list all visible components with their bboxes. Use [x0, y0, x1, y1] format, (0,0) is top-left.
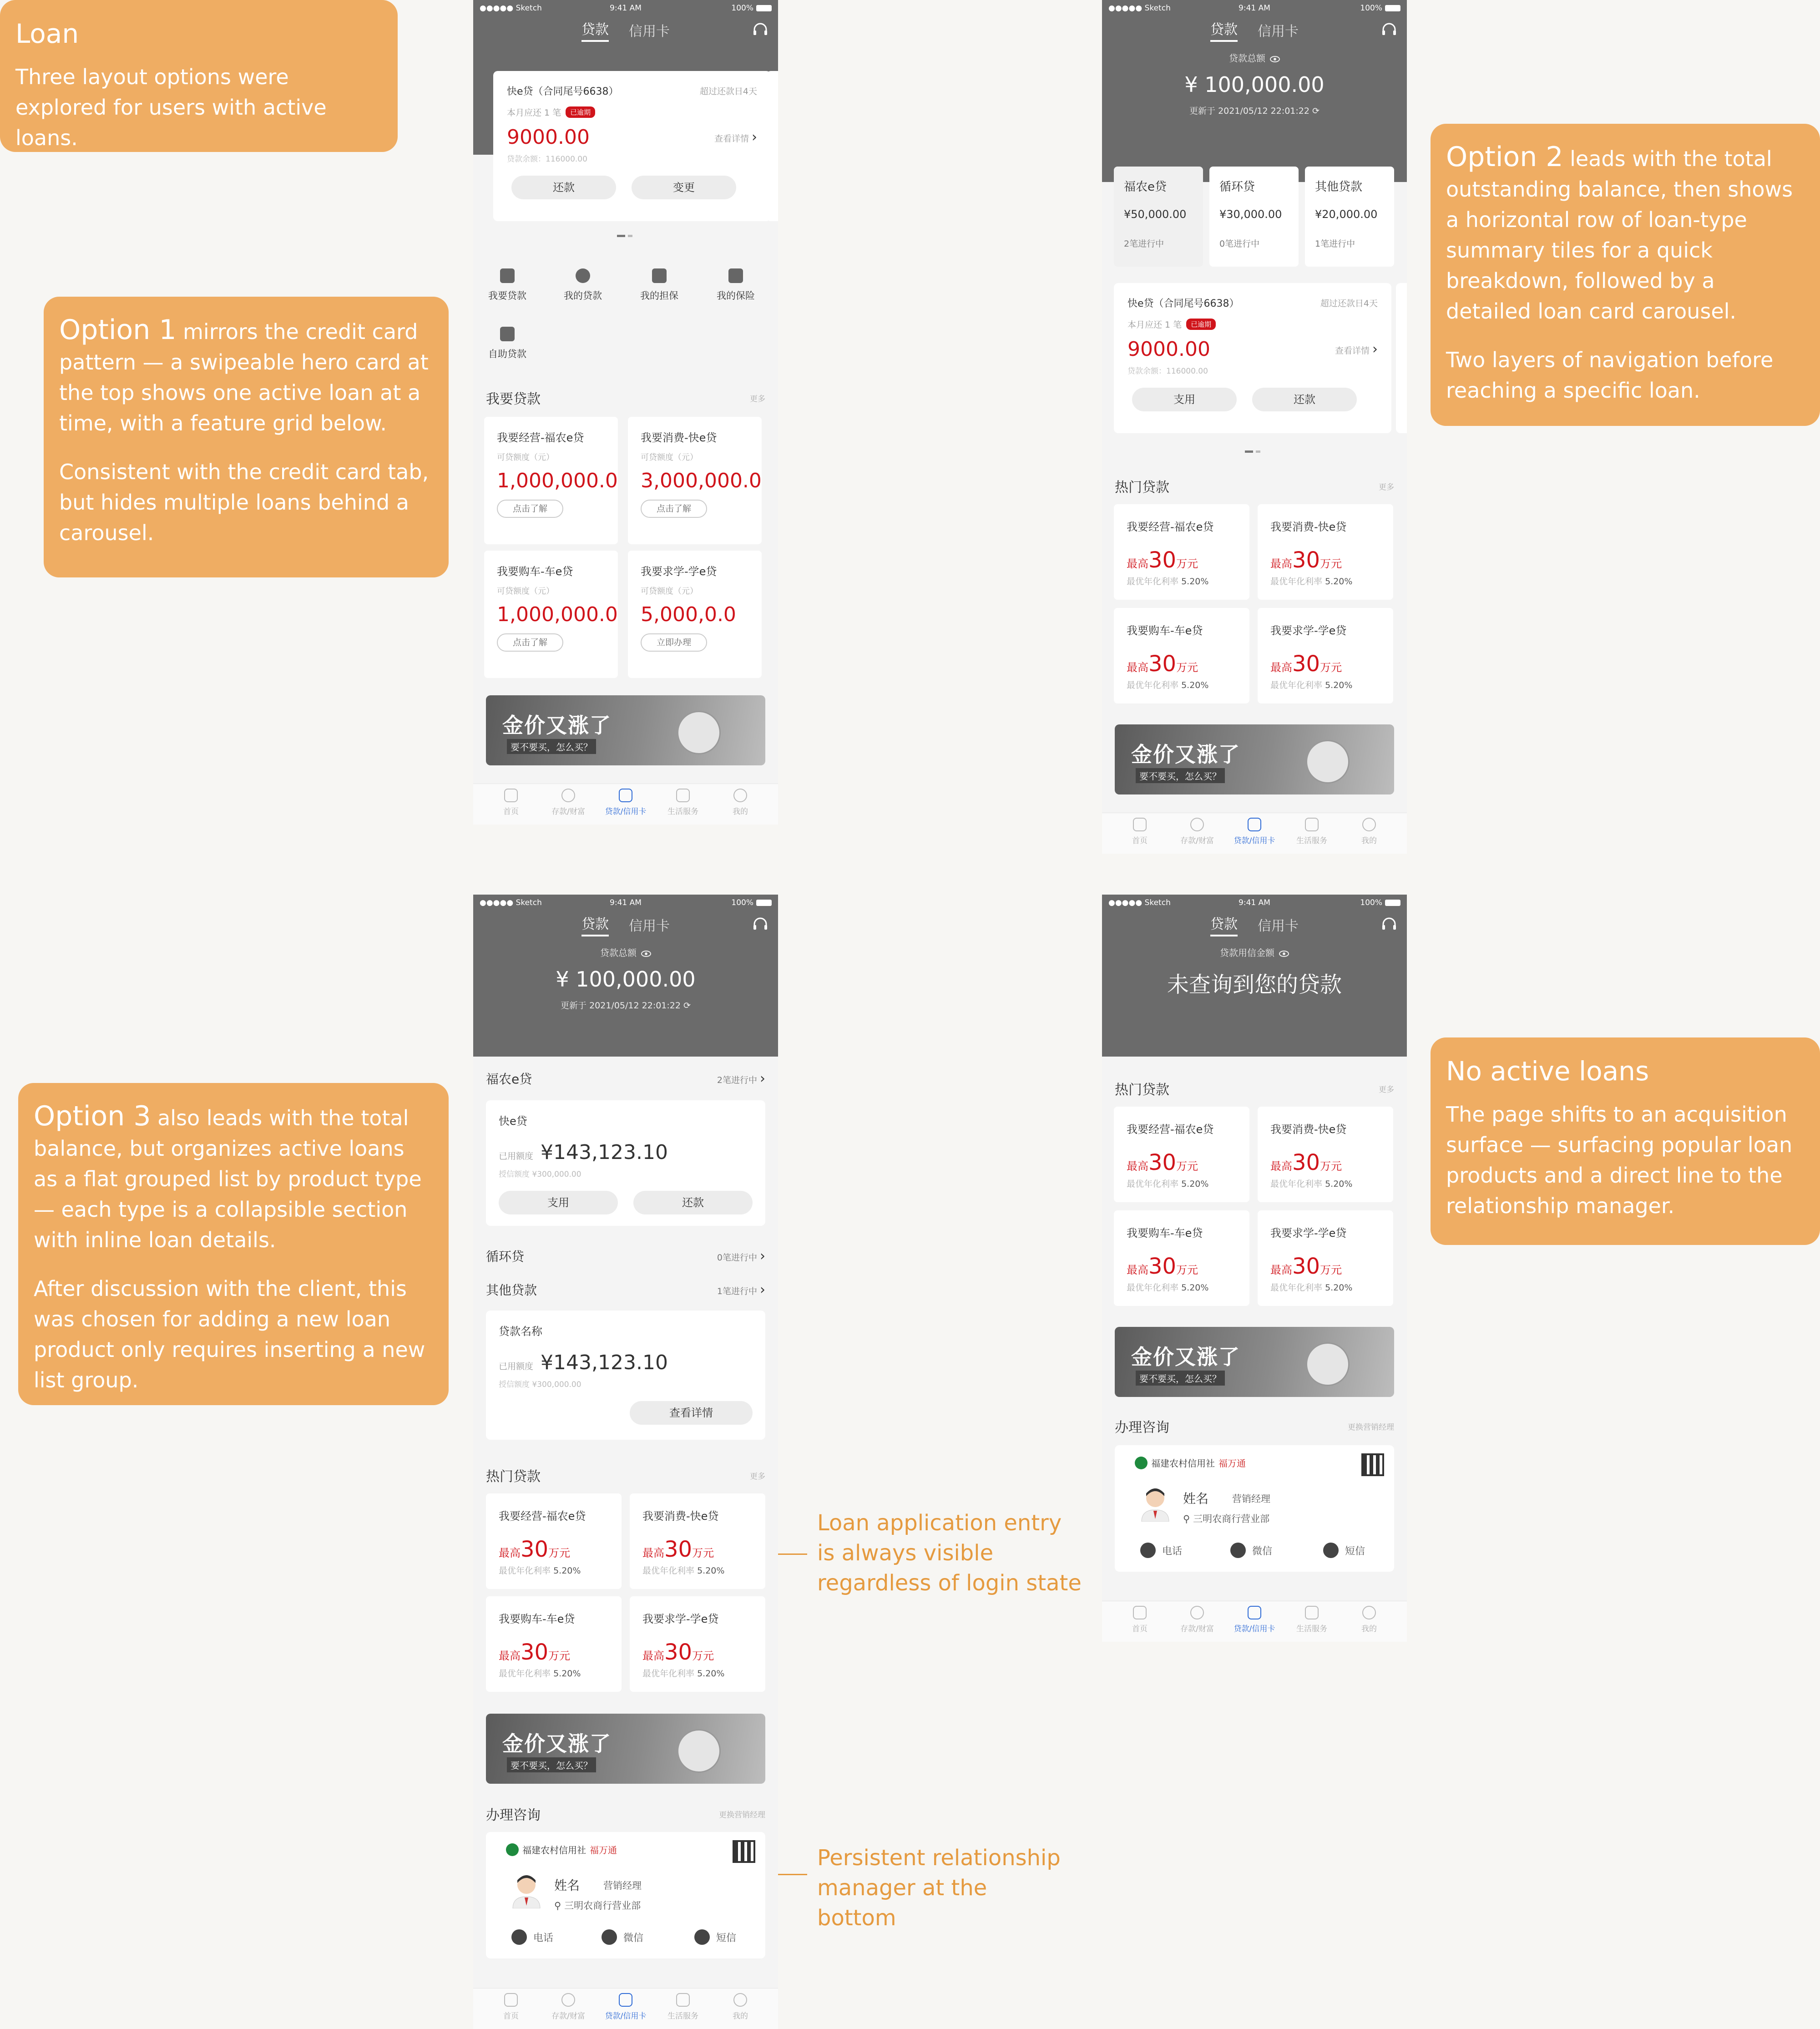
- feature-apply-loan[interactable]: 我要贷款: [478, 268, 537, 302]
- next-card-peek[interactable]: [1396, 283, 1407, 433]
- qr-code-icon[interactable]: [733, 1840, 755, 1863]
- hot-product-card[interactable]: 我要购车-车e贷 最高30万元 最优年化利率 5.20%: [1114, 1210, 1249, 1306]
- top-tabs: [1102, 911, 1407, 938]
- manager-branch: ⚲ 三明农商行营业部: [554, 1900, 641, 1911]
- note-loan: [0, 0, 398, 152]
- hot-product-card[interactable]: 我要购车-车e贷 最高30万元 最优年化利率 5.20%: [1114, 608, 1249, 703]
- hot-product-card[interactable]: 我要经营-福农e贷 最高30万元 最优年化利率 5.20%: [1114, 504, 1249, 600]
- coin-stack-icon: [677, 1729, 721, 1773]
- headset-icon[interactable]: [753, 23, 768, 37]
- chevron-right-icon: ›: [760, 1281, 765, 1298]
- my-insurance-icon: [728, 268, 743, 283]
- empty-state: [1102, 938, 1407, 1012]
- tabbar-life[interactable]: 生活服务: [1287, 813, 1337, 854]
- battery-text: 100%: [1360, 4, 1382, 13]
- note-option3-body2: After discussion with the client, this was chosen for adding a new loan product only requires inserting a new list group.: [34, 1276, 425, 1392]
- wechat-icon: [1230, 1543, 1246, 1558]
- overdue-days: 超过还款日4天: [1320, 299, 1378, 309]
- hot-product-card[interactable]: 我要求学-学e贷 最高30万元 最优年化利率 5.20%: [630, 1596, 765, 1692]
- phone-option3: [473, 895, 778, 2029]
- status-time: 9:41 AM: [610, 4, 642, 13]
- avatar: [1140, 1485, 1170, 1522]
- status-time: 9:41 AM: [1239, 898, 1270, 907]
- phone-icon: [511, 1929, 527, 1945]
- status-bar: [473, 0, 778, 16]
- top-tabs: [473, 16, 778, 44]
- battery-text: 100%: [731, 898, 753, 907]
- feature-self-service-loan[interactable]: 自助贷款: [478, 327, 537, 360]
- status-time: 9:41 AM: [610, 898, 642, 907]
- use-button[interactable]: 支用: [499, 1191, 618, 1214]
- note-loan-body: Three layout options were explored for users with active loans.: [15, 64, 327, 150]
- my-guarantee-icon: [652, 268, 667, 283]
- user-icon: [733, 1993, 747, 2007]
- section-hot-loans: 热门贷款 更多: [486, 1469, 765, 1485]
- bottom-tabbar: [473, 784, 778, 825]
- phone-no-loans: [1102, 895, 1407, 1642]
- note-option3-lead: Option 3: [34, 1100, 151, 1132]
- location-icon: ⚲: [554, 1900, 561, 1911]
- promo-banner[interactable]: [1115, 724, 1394, 794]
- updated-time: 更新于 2021/05/12 22:01:22: [561, 1001, 681, 1011]
- eye-icon[interactable]: [1270, 56, 1280, 62]
- product-card[interactable]: 我要经营-福农e贷 可贷额度（元） 1,000,000.0 点击了解: [484, 417, 618, 544]
- wealth-icon: [1190, 1606, 1204, 1619]
- hot-product-card[interactable]: 我要求学-学e贷 最高30万元 最优年化利率 5.20%: [1258, 1210, 1393, 1306]
- hot-product-card[interactable]: 我要经营-福农e贷 最高30万元 最优年化利率 5.20%: [1114, 1107, 1249, 1202]
- credit-limit: 授信额度 ¥300,000.00: [499, 1170, 581, 1179]
- product-card[interactable]: 我要购车-车e贷 可贷额度（元） 1,000,000.0 点击了解: [484, 551, 618, 678]
- card-icon: [619, 1993, 632, 2007]
- change-manager-link[interactable]: 更换营销经理: [719, 1810, 765, 1820]
- note-noloans: [1431, 1037, 1820, 1245]
- used-amount-label: 贷款用信金额: [1220, 947, 1274, 958]
- loan-name: 快e贷: [499, 1115, 527, 1128]
- feature-my-insurance[interactable]: 我的保险: [706, 268, 765, 302]
- product-card[interactable]: 我要求学-学e贷 可贷额度（元） 5,000,0.0 立即办理: [628, 551, 762, 678]
- my-loans-icon: [576, 268, 590, 283]
- cup-icon: [1305, 818, 1319, 831]
- feature-my-guarantee[interactable]: 我的担保: [630, 268, 689, 302]
- callout-manager: Persistent relationship manager at the bottom: [817, 1845, 1061, 1931]
- used-label: 已用额度: [499, 1361, 534, 1371]
- note-option3-body1: also leads with the total balance, but organizes active loans as a flat grouped list by product type — each type is a collapsible section with inline loan details.: [34, 1106, 422, 1252]
- next-card-peek[interactable]: [766, 71, 778, 221]
- manager-name: 姓名: [1183, 1491, 1209, 1506]
- sms-button[interactable]: 短信: [1323, 1543, 1365, 1558]
- bank-logo: 福建农村信用社 福万通: [1135, 1456, 1246, 1469]
- status-time: 9:41 AM: [1239, 4, 1270, 13]
- tabbar-home[interactable]: 首页: [1115, 1601, 1165, 1642]
- card-icon: [619, 789, 632, 802]
- hot-product-card[interactable]: 我要购车-车e贷 最高30万元 最优年化利率 5.20%: [486, 1596, 622, 1692]
- due-count: 本月应还 1 笔: [1127, 320, 1182, 330]
- tab-loan[interactable]: 贷款: [1210, 18, 1238, 42]
- carrier: ●●●●● Sketch: [480, 4, 542, 13]
- note-option3: [18, 1083, 449, 1405]
- hot-product-card[interactable]: 我要求学-学e贷 最高30万元 最优年化利率 5.20%: [1258, 608, 1393, 703]
- group-header[interactable]: 其他贷款 1笔进行中 ›: [486, 1281, 765, 1298]
- tabbar-me[interactable]: 我的: [715, 1989, 765, 2029]
- hot-product-card[interactable]: 我要消费-快e贷 最高30万元 最优年化利率 5.20%: [1258, 504, 1393, 600]
- repay-button[interactable]: 还款: [633, 1191, 753, 1214]
- cup-icon: [1305, 1606, 1319, 1619]
- learn-more-button[interactable]: 点击了解: [497, 633, 563, 652]
- tabbar-me[interactable]: 我的: [1344, 1601, 1394, 1642]
- repay-button[interactable]: 还款: [1252, 388, 1357, 411]
- banner-title: 金价又涨了: [502, 1731, 612, 1756]
- banner-title: 金价又涨了: [1131, 742, 1240, 767]
- top-tabs: [1102, 16, 1407, 44]
- more-link[interactable]: 更多: [1379, 482, 1394, 492]
- promo-banner[interactable]: [1115, 1327, 1394, 1397]
- tabbar-home[interactable]: 首页: [486, 784, 536, 825]
- note-option2-body1: leads with the total outstanding balance, then shows a horizontal row of loan-type summary tiles for a quick breakdown, followed by a detailed loan card carousel.: [1446, 147, 1793, 324]
- refresh-icon[interactable]: ⟳: [1312, 106, 1320, 116]
- user-icon: [1362, 818, 1376, 831]
- loan-amount: 9000.00: [1127, 338, 1210, 361]
- used-label: 已用额度: [499, 1151, 534, 1161]
- type-tile[interactable]: 其他贷款 ¥20,000.00 1笔进行中: [1305, 167, 1394, 267]
- overdue-tag: 已逾期: [1186, 319, 1216, 330]
- bottom-tabbar: [1102, 1601, 1407, 1642]
- note-option1-body2: Consistent with the credit card tab, but hides multiple loans behind a carousel.: [59, 460, 429, 545]
- phone-option1: [473, 0, 778, 825]
- carrier: ●●●●● Sketch: [480, 898, 542, 907]
- hot-product-card[interactable]: 我要经营-福农e贷 最高30万元 最优年化利率 5.20%: [486, 1493, 622, 1589]
- loan-balance: 贷款余额：116000.00: [507, 155, 587, 164]
- total-balance: [473, 938, 778, 1025]
- more-link[interactable]: 更多: [750, 394, 765, 404]
- wealth-icon: [561, 789, 575, 802]
- note-noloans-body: The page shifts to an acquisition surface — surfacing popular loan products and a direct line to the relationship manager.: [1446, 1102, 1793, 1218]
- loan-balance: 贷款余额：116000.00: [1127, 367, 1208, 376]
- updated-time: 更新于 2021/05/12 22:01:22: [1189, 106, 1309, 116]
- card-icon: [1248, 1606, 1261, 1619]
- coin-stack-icon: [1306, 1342, 1350, 1386]
- loan-detail-card[interactable]: [1114, 283, 1391, 433]
- chevron-right-icon: ›: [760, 1070, 765, 1087]
- note-option2-body2: Two layers of navigation before reaching a specific loan.: [1446, 348, 1774, 403]
- loan-name: 快e贷（合同尾号6638）: [1127, 298, 1239, 309]
- note-option1-body1: mirrors the credit card pattern — a swipeable hero card at the top shows one active loan at a time, with a feature grid below.: [59, 319, 429, 435]
- status-bar: [1102, 895, 1407, 911]
- banner-title: 金价又涨了: [1131, 1345, 1240, 1369]
- total-amount: ¥ 100,000.00: [556, 967, 696, 992]
- empty-message: 未查询到您的贷款: [1167, 972, 1342, 997]
- status-bar: [473, 895, 778, 911]
- feature-my-loans[interactable]: 我的贷款: [553, 268, 612, 302]
- tab-loan[interactable]: 贷款: [581, 18, 609, 42]
- headset-icon[interactable]: [753, 917, 768, 932]
- manager-branch: ⚲ 三明农商行营业部: [1183, 1513, 1270, 1524]
- wechat-icon: [602, 1929, 617, 1945]
- used-value: ¥143,123.10: [541, 1141, 668, 1164]
- wealth-icon: [1190, 818, 1204, 831]
- sms-icon: [694, 1929, 710, 1945]
- total-label: 贷款总额: [600, 947, 637, 958]
- headset-icon[interactable]: [1381, 917, 1397, 932]
- header: [1102, 895, 1407, 1057]
- carrier: ●●●●● Sketch: [1108, 4, 1171, 13]
- view-detail-link[interactable]: 查看详情 ›: [714, 129, 757, 145]
- wechat-button[interactable]: 微信: [602, 1929, 643, 1945]
- chevron-right-icon: ›: [760, 1248, 765, 1264]
- overdue-days: 超过还款日4天: [699, 86, 757, 96]
- banner-subtitle: 要不要买，怎么买？: [1136, 1371, 1225, 1386]
- cup-icon: [676, 1993, 690, 2007]
- coin-stack-icon: [677, 711, 721, 754]
- tab-credit-card[interactable]: 信用卡: [1258, 24, 1299, 40]
- apply-now-button[interactable]: 立即办理: [641, 633, 707, 652]
- tabbar-life[interactable]: 生活服务: [1287, 1601, 1337, 1642]
- bottom-tabbar: [1102, 813, 1407, 854]
- carousel-indicator: [617, 235, 635, 238]
- hot-product-card[interactable]: 我要消费-快e贷 最高30万元 最优年化利率 5.20%: [630, 1493, 765, 1589]
- section-apply-loan: 我要贷款 更多: [486, 391, 765, 407]
- bank-logo-icon: [1135, 1457, 1148, 1469]
- call-button[interactable]: 电话: [511, 1929, 553, 1945]
- call-button[interactable]: 电话: [1140, 1543, 1182, 1558]
- top-tabs: [473, 911, 778, 938]
- tabbar-wealth[interactable]: 存款/财富: [543, 784, 593, 825]
- home-icon: [1133, 818, 1147, 831]
- section-hot-loans: 热门贷款 更多: [1115, 1082, 1394, 1098]
- wechat-button[interactable]: 微信: [1230, 1543, 1272, 1558]
- tabbar-loan[interactable]: 贷款/信用卡: [601, 1989, 651, 2029]
- change-button[interactable]: 变更: [632, 176, 736, 199]
- phone-option2: [1102, 0, 1407, 854]
- manager-card: [1115, 1445, 1394, 1572]
- learn-more-button[interactable]: 点击了解: [641, 500, 707, 518]
- tab-loan[interactable]: 贷款: [581, 913, 609, 936]
- bottom-tabbar: [473, 1988, 778, 2029]
- tab-loan[interactable]: 贷款: [1210, 913, 1238, 936]
- banner-subtitle: 要不要买，怎么买？: [507, 739, 596, 754]
- manager-role: 营销经理: [603, 1880, 642, 1891]
- battery-text: 100%: [731, 4, 753, 13]
- overdue-tag: 已逾期: [566, 106, 595, 118]
- banner-title: 金价又涨了: [502, 713, 612, 738]
- tabbar-home[interactable]: 首页: [486, 1989, 536, 2029]
- bank-logo-icon: [506, 1843, 519, 1856]
- status-bar: [1102, 0, 1407, 16]
- coin-stack-icon: [1306, 740, 1350, 784]
- promo-banner[interactable]: [486, 695, 765, 765]
- total-label: 贷款总额: [1229, 53, 1265, 64]
- banner-subtitle: 要不要买，怎么买？: [1136, 768, 1225, 783]
- loan-amount: 9000.00: [507, 126, 590, 149]
- total-balance: [1102, 44, 1407, 130]
- qr-code-icon[interactable]: [1361, 1453, 1384, 1476]
- location-icon: ⚲: [1183, 1513, 1190, 1524]
- credit-limit: 授信额度 ¥300,000.00: [499, 1380, 581, 1389]
- total-amount: ¥ 100,000.00: [1184, 72, 1325, 97]
- home-icon: [504, 789, 518, 802]
- manager-name: 姓名: [554, 1878, 580, 1893]
- tabbar-me[interactable]: 我的: [715, 784, 765, 825]
- note-option2-lead: Option 2: [1446, 141, 1563, 173]
- banner-subtitle: 要不要买，怎么买？: [507, 1757, 596, 1772]
- refresh-icon[interactable]: ⟳: [683, 1001, 691, 1011]
- self-service-icon: [500, 327, 515, 341]
- note-option2: [1431, 124, 1820, 426]
- eye-icon[interactable]: [1279, 951, 1289, 957]
- loan-hero-card[interactable]: [493, 71, 771, 221]
- cup-icon: [676, 789, 690, 802]
- tab-credit-card[interactable]: 信用卡: [629, 918, 670, 934]
- home-icon: [504, 1993, 518, 2007]
- use-button[interactable]: 支用: [1132, 388, 1237, 411]
- note-loan-title: Loan: [15, 18, 79, 49]
- hot-product-card[interactable]: 我要消费-快e贷 最高30万元 最优年化利率 5.20%: [1258, 1107, 1393, 1202]
- more-link[interactable]: 更多: [750, 1472, 765, 1481]
- type-tile[interactable]: 循环贷 ¥30,000.00 0笔进行中: [1209, 167, 1299, 267]
- more-link[interactable]: 更多: [1379, 1085, 1394, 1094]
- wealth-icon: [561, 1993, 575, 2007]
- learn-more-button[interactable]: 点击了解: [497, 500, 563, 518]
- repay-button[interactable]: 还款: [511, 176, 616, 199]
- home-icon: [1133, 1606, 1147, 1619]
- loan-name: 贷款名称: [499, 1325, 542, 1338]
- headset-icon[interactable]: [1381, 23, 1397, 37]
- product-card[interactable]: 我要消费-快e贷 可贷额度（元） 3,000,000.0 点击了解: [628, 417, 762, 544]
- user-icon: [1362, 1606, 1376, 1619]
- view-detail-button[interactable]: 查看详情: [630, 1401, 753, 1425]
- group-header[interactable]: 循环贷 0笔进行中 ›: [486, 1248, 765, 1264]
- used-value: ¥143,123.10: [541, 1351, 668, 1374]
- tabbar-wealth[interactable]: 存款/财富: [1172, 813, 1222, 854]
- header: [1102, 0, 1407, 182]
- promo-banner[interactable]: [486, 1714, 765, 1784]
- sms-button[interactable]: 短信: [694, 1929, 736, 1945]
- tabbar-life[interactable]: 生活服务: [658, 784, 708, 825]
- note-noloans-title: No active loans: [1446, 1056, 1649, 1087]
- header: [473, 895, 778, 1057]
- carrier: ●●●●● Sketch: [1108, 898, 1171, 907]
- tab-credit-card[interactable]: 信用卡: [1258, 918, 1299, 934]
- sms-icon: [1323, 1543, 1339, 1558]
- loan-list-card[interactable]: [486, 1100, 765, 1226]
- change-manager-link[interactable]: 更换营销经理: [1348, 1422, 1394, 1432]
- manager-card: [486, 1832, 765, 1958]
- tabbar-home[interactable]: 首页: [1115, 813, 1165, 854]
- callout-entry: Loan application entry is always visible regardless of login state: [817, 1510, 1082, 1596]
- tabbar-wealth[interactable]: 存款/财富: [1172, 1601, 1222, 1642]
- phone-icon: [1140, 1543, 1156, 1558]
- note-option1: [44, 297, 449, 577]
- section-consult: 办理咨询 更换营销经理: [486, 1807, 765, 1823]
- carousel-indicator: [1245, 450, 1263, 453]
- group-header[interactable]: 福农e贷 2笔进行中 ›: [486, 1070, 765, 1087]
- type-tile[interactable]: 福农e贷 ¥50,000.00 2笔进行中: [1114, 167, 1203, 267]
- apply-loan-icon: [500, 268, 515, 283]
- eye-icon[interactable]: [641, 951, 651, 957]
- section-hot-loans: 热门贷款 更多: [1115, 480, 1394, 496]
- note-option1-lead: Option 1: [59, 314, 177, 346]
- section-consult: 办理咨询 更换营销经理: [1115, 1420, 1394, 1436]
- view-detail-link[interactable]: 查看详情 ›: [1335, 341, 1378, 357]
- bank-logo: 福建农村信用社 福万通: [506, 1843, 617, 1856]
- tabbar-me[interactable]: 我的: [1344, 813, 1394, 854]
- tabbar-loan[interactable]: 贷款/信用卡: [601, 784, 651, 825]
- tabbar-loan[interactable]: 贷款/信用卡: [1229, 813, 1279, 854]
- loan-name: 快e贷（合同尾号6638）: [507, 86, 619, 97]
- tab-credit-card[interactable]: 信用卡: [629, 24, 670, 40]
- user-icon: [733, 789, 747, 802]
- battery-text: 100%: [1360, 898, 1382, 907]
- card-icon: [1248, 818, 1261, 831]
- tabbar-wealth[interactable]: 存款/财富: [543, 1989, 593, 2029]
- manager-role: 营销经理: [1232, 1493, 1270, 1504]
- tabbar-loan[interactable]: 贷款/信用卡: [1229, 1601, 1279, 1642]
- avatar: [511, 1872, 541, 1908]
- tabbar-life[interactable]: 生活服务: [658, 1989, 708, 2029]
- loan-list-card[interactable]: [486, 1311, 765, 1440]
- due-count: 本月应还 1 笔: [507, 108, 561, 118]
